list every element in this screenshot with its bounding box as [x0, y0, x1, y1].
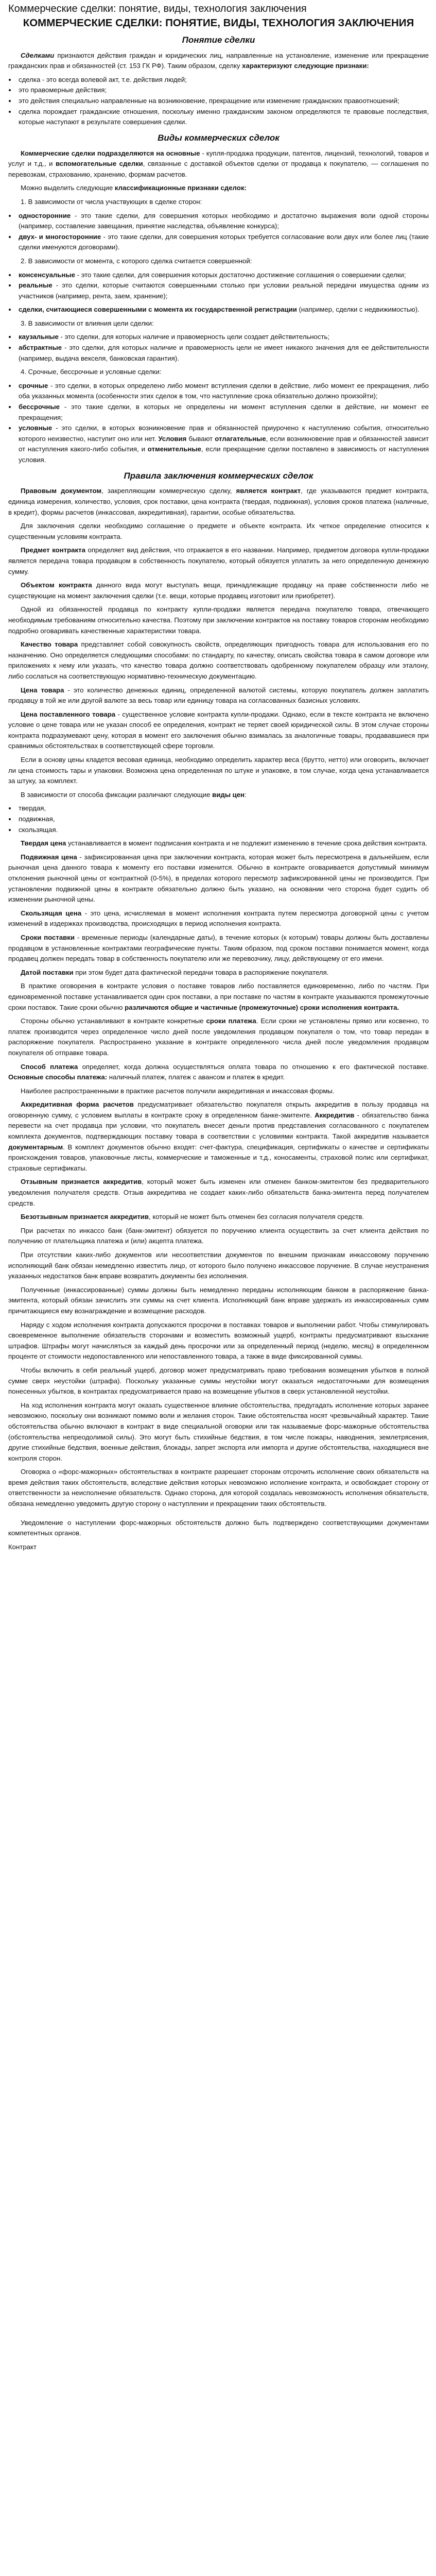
- list-item: • твердая,: [16, 803, 429, 814]
- bullet-list: [8, 304, 429, 315]
- paragraph: На ход исполнения контракта могут оказать существенное влияние обстоятельства, предугадать исполнение которых заранее невозможно, поскольку они возникают помимо воли и желания сторон. Такие обстоятельства носят чрезвычайный характер. Такие обстоятельства обычно включают в контракт в виде специальной оговорки или так называемые форс-мажорные обстоятельства (обстоятельства непреодолимой силы). Это могут быть стихийные бедствия, в том числе пожары, наводнения, землетрясения, другие стихийные бедствия, военные действия, блокады, запрет экспорта или импорта и другие обстоятельства, находящиеся вне контроля сторон.: [8, 1401, 429, 1462]
- list-item: • подвижная,: [16, 814, 429, 825]
- paragraph: Качество товара представляет собой совокупность свойств, определяющих пригодность товара для использования его по назначению. Оно определяется следующими способами: по стандарту, по качеству, описать свойства товара в самом договоре или приложениях к нему или указать, что качество товара должно соответствовать одобренному покупателем образцу или эталону, либо сослаться на соответствующую нормативно-техническую документацию.: [8, 640, 429, 680]
- paragraph: Чтобы включить в себя реальный ущерб, договор может предусматривать право требования возмещения убытков в полной сумме сверх неустойки (штрафа). Поскольку указанные суммы неустойки могут оказаться недостаточными для возмещения понесенных убытков, в контрактах предусматривается право на возмещение убытков в сверх установленной неустойки.: [8, 1366, 429, 1396]
- paragraph: 3. В зависимости от влияния цели сделки:: [21, 319, 154, 327]
- paragraph: Полученные (инкассированные) суммы должны быть немедленно переданы исполняющим банком в распоряжение банка-эмитента, который обязан зачислить эти суммы на счет клиента. Исполняющий банк вправе удержать из инкассированных сумм причитающиеся ему вознаграждение и возмещение расходов.: [8, 1285, 429, 1315]
- paragraph: Твердая цена устанавливается в момент подписания контракта и не подлежит изменению в течение срока действия контракта.: [21, 839, 427, 848]
- paragraph: Безотзывным признается аккредитив, который не может быть отменен без согласия получателя средств.: [21, 1213, 364, 1221]
- paragraph: 4. Срочные, бессрочные и условные сделки:: [21, 368, 162, 376]
- paragraph: Скользящая цена - это цена, исчисляемая в момент исполнения контракта путем пересмотра договорной цены с учетом изменений в издержках производства, происходящих в период исполнения контракта.: [8, 909, 429, 928]
- paragraph: Если в основу цены кладется весовая единица, необходимо определить характер веса (брутто, нетто) или оговорить, включает ли цена стоимость тары и упаковки. Возможна цена определенная по штуке и упаковке, в том случае, когда цена устанавливается за штуку, за комплект.: [8, 756, 429, 785]
- paragraph: Аккредитивная форма расчетов предусматривает обязательство покупателя открыть аккредитив в пользу продавца на оговоренную сумму, с условием выплаты в контракте сроку в определенном банке-эмитенте. Аккредитив - обязательство банка перевести на счет продавца при условии, что покупатель внесет деньги против представления согласованного с покупателем комплекта документов, подтверждающих поставку товара в соответствии с условиями контракта. Такой аккредитив называется документарным. В комплект документов обычно входят: счет-фактура, спецификация, сертификаты о качестве и сертификаты происхождения товаров, упаковочные листы, коммерческие и таможенные и т.д., коносаменты, страховой полис или сертификат, страховые сертификаты.: [8, 1100, 429, 1172]
- paragraph: Предмет контракта определяет вид действия, что отражается в его названии. Например, предметом договора купли-продажи является передача товара продавцом в собственность покупателю, который обязуется уплатить за него определенную денежную сумму.: [8, 546, 429, 575]
- paragraph: Для заключения сделки необходимо соглашение о предмете и объекте контракта. Их четкое определение относится к существенным условиям контракта.: [8, 522, 429, 540]
- spacer: [8, 1513, 429, 1518]
- paragraph: Цена поставленного товара - существенное условие контракта купли-продажи. Однако, если в тексте контракта не включено условие о цене товара или не указан способ ее определения, контракт не теряет своей юридической силы. В этом случае стороны контракта подразумевают цену, которая в момент его заключения обычно взималась за аналогичные товары, продававшиеся при сравнимых обстоятельствах в соответствующей сфере торговли.: [8, 710, 429, 750]
- list-item: • односторонние - это такие сделки, для совершения которых необходимо и достаточно выражения воли одной стороны (например, составление завещания, принятие наследства, объявление конкурса);: [16, 211, 429, 232]
- bullet-list: [8, 381, 429, 466]
- list-item: • срочные - это сделки, в которых определено либо момент вступления сделки в действие, либо момент ее прекращения, либо оба указанных момента (особенности этих сделок в том, что наступление срока обязательно должно произойти);: [16, 381, 429, 402]
- list-item: • это правомерные действия;: [16, 85, 429, 96]
- list-item: • абстрактные - это сделки, для которых наличие и правомерность цели не имеет никакого значения для ее действительности (например, выдача векселя, банковская гарантия).: [16, 343, 429, 364]
- paragraph: Подвижная цена - зафиксированная цена при заключении контракта, которая может быть пересмотрена в дальнейшем, если рыночная цена данного товара к моменту его поставки изменится. Обычно в контракте оговаривается допустимый минимум отклонения рыночной цены от контрактной (0-5%), в пределах которого пересмотр зафиксированной цены не производится. При установлении подвижной цены в контракте обязательно должно быть указано, на основании чего сторона будет судить об изменении рыночной цены.: [8, 853, 429, 904]
- paragraph: Цена товара - это количество денежных единиц, определенной валютой системы, которую покупатель должен заплатить продавцу в той же или другой валюте за весь товар или единицу товара на согласованных базисных условиях.: [8, 686, 429, 705]
- paragraph: Коммерческие сделки подразделяются на основные - купля-продажа продукции, патентов, лицензий, технологий, товаров и услуг и т.д., и вспомогательные сделки, связанные с доставкой объектов сделки от продавца к покупателю, — соглашения по перевозкам, страхованию, хранению, формам расчетов.: [8, 149, 429, 178]
- bullet-list: [8, 270, 429, 302]
- list-item: • сделка - это всегда волевой акт, т.е. действия людей;: [16, 75, 429, 86]
- bullet-list: [8, 803, 429, 835]
- paragraph: Стороны обычно устанавливают в контракте конкретные сроки платежа. Если сроки не установлены прямо или косвенно, то платеж производится через определенное число дней после уведомления продавцом покупателя о том, что товар передан в распоряжение покупателя. Распространено указание в контракте определенного числа дней после уведомления продавцом покупателя об отправке товара.: [8, 1017, 429, 1057]
- bullet-list: [8, 332, 429, 364]
- paragraph: При расчетах по инкассо банк (банк-эмитент) обязуется по поручению клиента осуществить за счет клиента действия по получению от плательщика платежа и (или) акцепта платежа.: [8, 1226, 429, 1245]
- list-item: • это действия специально направленные на возникновение, прекращение или изменение гражданских правоотношений;: [16, 96, 429, 107]
- paragraph: Наряду с ходом исполнения контракта допускаются просрочки в поставках товаров и выполнении работ. Чтобы стимулировать своевременное выполнение обязательств сторонами и возместить возможный ущерб, контракты предусматривают взыскание штрафов. Штрафы могут начисляться за каждый день просрочки или за определенный период (неделю, месяц) в определенном проценте от стоимости недопоставленного или непоставленного товара, а также в виде фиксированной суммы.: [8, 1320, 429, 1361]
- paragraph: Отзывным признается аккредитив, который может быть изменен или отменен банком-эмитентом без предварительного уведомления получателя средств. Отзыв аккредитива не создает каких-либо обязательств банка-эмитента перед получателем средств.: [8, 1178, 429, 1207]
- paragraph: 2. В зависимости от момента, с которого сделка считается совершенной:: [21, 257, 252, 265]
- paragraph: Датой поставки при этом будет дата фактической передачи товара в распоряжение покупателя.: [21, 968, 329, 976]
- list-item: • двух- и многосторонние - это такие сделки, для совершения которых требуется согласование воли двух или более лиц (такие сделки именуются договорами).: [16, 232, 429, 253]
- list-item: • сделка порождает гражданские отношения, поскольку именно гражданским законом определяются те правовые последствия, которые наступают в результате совершения сделки.: [16, 107, 429, 128]
- list-item: • скользящая.: [16, 825, 429, 836]
- paragraph: Одной из обязанностей продавца по контракту купли-продажи является передача покупателю товара, отвечающего необходимым требованиям относительно качества. Поэтому при заключении контрактов на поставку товаров сторонам необходимо подробно оговаривать качественные характеристики товара.: [8, 605, 429, 635]
- paragraph: Сделками признаются действия граждан и юридических лиц, направленные на установление, изменение или прекращение гражданских прав и обязанностей (ст. 153 ГК РФ). Таким образом, сделку характеризуют следующие признаки:: [8, 51, 429, 70]
- tail-heading: Контракт: [8, 1543, 37, 1551]
- list-item: • каузальные - это сделки, для которых наличие и правомерность цели создает действительность;: [16, 332, 429, 343]
- list-item: • бессрочные - это такие сделки, в которых не определены ни момент вступления сделки в действие, ни момент ее прекращения;: [16, 402, 429, 423]
- paragraph: В зависимости от способа фиксации различают следующие виды цен:: [21, 790, 247, 799]
- document-title: Коммерческие сделки: понятие, виды, технология заключения: [8, 3, 307, 14]
- section-heading: Правила заключения коммерческих сделок: [124, 470, 313, 481]
- article-body: [8, 34, 429, 1510]
- bullet-list: [8, 75, 429, 128]
- paragraph: Сроки поставки - временные периоды (календарные даты), в течение которых (к которым) товары должны быть доставлены продавцом в установленные контрактами географические пункты. Таким образом, под сроком поставки понимается момент, когда продавец должен передать товар в собственность покупателю или же перевозчику, лицу, действующему от его имени.: [8, 933, 429, 963]
- list-item: • консенсуальные - это такие сделки, для совершения которых достаточно достижение соглашения о совершении сделки;: [16, 270, 429, 281]
- list-item: • условные - это сделки, в которых возникновение прав и обязанностей приурочено к наступлению события, относительно которого неизвестно, наступит оно или нет. Условия бывают отлагательные, если возникновение прав и обязанностей зависит от наступления какого-либо события, и отменительные, если прекращение сделки поставлено в зависимость от наступления условия.: [16, 423, 429, 465]
- paragraph: При отсутствии каких-либо документов или несоответствии документов по внешним признакам инкассовому поручению исполняющий банк обязан немедленно известить лицо, от которого было получено инкассовое поручение. В случае неустранения указанных недостатков банк вправе возвратить документы без исполнения.: [8, 1251, 429, 1280]
- list-item: • сделки, считающиеся совершенными с момента их государственной регистрации (например, сделки с недвижимостью).: [16, 304, 429, 315]
- paragraph: Правовым документом, закрепляющим коммерческую сделку, является контракт, где указываются предмет контракта, единица измерения, количество, условия, срок поставки, цена контракта (твердая, подвижная), условия сроков платежа (наличные, в кредит), формы расчетов (инкассовая, аккредитивная), гарантии, особые обязательства.: [8, 487, 429, 516]
- bullet-list: [8, 211, 429, 253]
- paragraph: Оговорка о «форс-мажорных» обстоятельствах в контракте разрешает сторонам отсрочить исполнение своих обязательств на время действия таких обстоятельств, вследствие действия которых невозможно исполнение контракта, и освобождает сторону от ответственности за неисполнение обязательств. Однако сторона, для которой создалась невозможность исполнения обязательств, обязана немедленно уведомить другую сторону о наступлении и прекращении таких обстоятельств.: [8, 1468, 429, 1508]
- tail-paragraph: Уведомление о наступлении форс-мажорных обстоятельств должно быть подтверждено соответствующими документами компетентных органов.: [8, 1518, 429, 1537]
- list-item: • реальные - это сделки, которые считаются совершенными столько при условии реальной передачи имущества одним из участников (например, рента, заем, хранение);: [16, 280, 429, 301]
- paragraph: В практике оговорения в контракте условия о поставке товаров либо поставляется единовременно, либо по частям. При единовременной поставке устанавливается один срок поставки, а при поставке по частям в контракте указываются промежуточные сроки поставок. Такие сроки обычно различаются общие и частичные (промежуточные) сроки исполнения контракта.: [8, 982, 429, 1011]
- article-main-title: КОММЕРЧЕСКИЕ СДЕЛКИ: ПОНЯТИЕ, ВИДЫ, ТЕХНОЛОГИЯ ЗАКЛЮЧЕНИЯ: [23, 17, 414, 29]
- paragraph: Способ платежа определяет, когда должна осуществляться оплата товара по отношению к его фактической поставке. Основные способы платежа: наличный платеж, платеж с авансом и платеж в кредит.: [8, 1062, 429, 1081]
- paragraph: Наиболее распространенными в практике расчетов получили аккредитивная и инкассовая формы.: [21, 1087, 335, 1095]
- paragraph: 1. В зависимости от числа участвующих в сделке сторон:: [21, 197, 202, 206]
- paragraph: Можно выделить следующие классификационные признаки сделок:: [21, 184, 247, 192]
- section-heading: Виды коммерческих сделок: [158, 132, 280, 143]
- paragraph: Объектом контракта данного вида могут выступать вещи, принадлежащие продавцу на праве собственности либо не существующие на момент заключения сделки (т.е. вещи, которые продавец изготовит или приобретет).: [8, 581, 429, 600]
- section-heading: Понятие сделки: [182, 35, 255, 45]
